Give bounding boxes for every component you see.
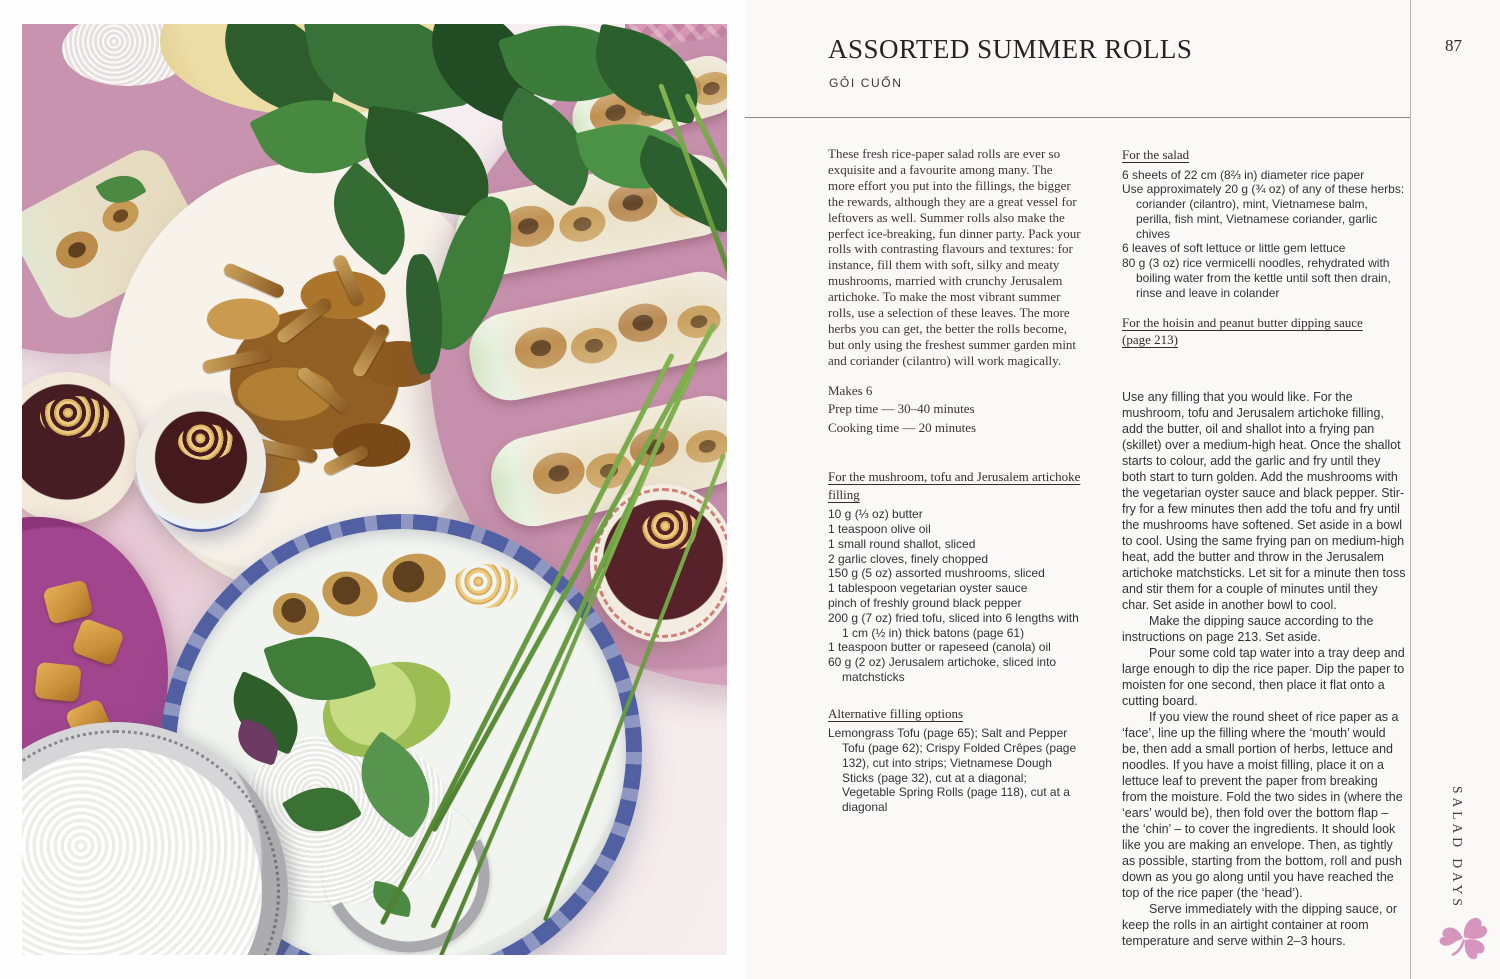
intro-paragraph: These fresh rice-paper salad rolls are ever so exquisite and a favourite among many. The more effort you put into the fillings, the bigger the rewards, although they are a great vessel for leftovers as well. Summer rolls also make the perfect ice-breaking, fun dinner party. Pack your rolls with contrasting flavours and textures: for instance, fill them with soft, silky and meaty mushrooms, married with crunchy Jerusalem artichoke. To make the most vibrant summer rolls, use a selection of these leaves. The more herbs you can get, the better the rolls become, but only using the freshest summer garden mint and coriander (cilantro) will work magically. <box>828 146 1081 368</box>
method-paragraph: Serve immediately with the dipping sauce, or keep the rolls in an airtight container at room temperature and serve within 2–3 hours. <box>1122 901 1398 948</box>
prep-time: Prep time — 30–40 minutes <box>828 401 975 417</box>
chapter-label: SALAD DAYS <box>1450 786 1465 910</box>
sauce-heading-line2: (page 213) <box>1122 332 1178 348</box>
ingredient: 1 small round shallot, sliced <box>828 536 976 551</box>
column-right <box>1122 146 1406 949</box>
ingredient: 1 tablespoon vegetarian oyster sauce <box>828 581 1028 596</box>
page-number: 87 <box>1445 36 1462 55</box>
fried-tofu <box>34 662 82 702</box>
ingredient: 1 teaspoon olive oil <box>828 521 931 536</box>
filling-heading: For the mushroom, tofu and Jerusalem artichoke filling <box>828 469 1081 502</box>
ingredient: 2 garlic cloves, finely chopped <box>828 551 989 566</box>
recipe-page <box>745 0 1500 979</box>
page-title: ASSORTED SUMMER ROLLS <box>828 34 1193 64</box>
fried-shallot-crumble <box>452 564 518 608</box>
makes: Makes 6 <box>828 382 873 398</box>
sauce-heading-line1: For the hoisin and peanut butter dipping sauce <box>1122 314 1363 330</box>
column-left <box>828 146 1081 815</box>
alternatives-heading: Alternative filling options <box>828 705 964 721</box>
ingredient: 10 g (⅓ oz) butter <box>828 507 923 522</box>
method-paragraph: Use any filling that you would like. For the mushroom, tofu and Jerusalem artichoke filling, add the butter, oil and shallot into a frying pan (skillet) over a medium-high heat. Once the shallot starts to colour, add the garlic and fry until they both start to turn golden. Add the mushrooms with the vegetarian oyster sauce and black pepper. Stir-fry for a few minutes then add the tofu and fry until the mushrooms have softened. Set aside in a bowl to cool. Using the same frying pan on medium-high heat, add the butter and throw in the Jerusalem artichoke matchsticks. Let sit for a minute then toss and stir them for a couple of minutes until they char. Set aside in another bowl to cool. <box>1122 389 1406 612</box>
cooking-time: Cooking time — 20 minutes <box>828 419 977 435</box>
page-subtitle: GỎI CUỐN <box>829 76 903 90</box>
ingredient: 150 g (5 oz) assorted mushrooms, sliced <box>828 566 1045 581</box>
photo-page <box>0 0 745 979</box>
alternatives-text: Lemongrass Tofu (page 65); Salt and Pepper Tofu (page 62); Crispy Folded Crêpes (page 132), cut into strips; Vietnamese Dough Sticks (page 32), cut at a diagonal; Vegetable Spring Rolls (page 118), cut at a diagonal <box>828 726 1077 815</box>
filling-ingredient-list <box>828 507 1081 685</box>
method-text <box>1122 389 1406 949</box>
ingredient: Use approximately 20 g (¾ oz) of any of these herbs: coriander (cilantro), mint, Vietnamese balm, perilla, fish mint, Vietnamese coriander, garlic chives <box>1122 182 1405 241</box>
peanut-topping <box>178 424 234 460</box>
salad-heading: For the salad <box>1122 147 1190 162</box>
ingredient: 60 g (2 oz) Jerusalem artichoke, sliced into matchsticks <box>828 655 1057 684</box>
ingredient: 80 g (3 oz) rice vermicelli noodles, rehydrated with boiling water from the kettle until soft then drain, rinse and leave in colander <box>1122 256 1391 300</box>
ingredient: pinch of freshly ground black pepper <box>828 595 1022 610</box>
method-paragraph: Make the dipping sauce according to the instructions on page 213. Set aside. <box>1122 613 1374 644</box>
salad-ingredient-list <box>1122 168 1406 301</box>
margin-rule <box>1410 0 1411 979</box>
header-rule <box>745 117 1410 118</box>
ingredient: 6 leaves of soft lettuce or little gem lettuce <box>1122 241 1346 256</box>
ingredient: 200 g (7 oz) fried tofu, sliced into 6 lengths with 1 cm (½ in) thick batons (page 61) <box>828 610 1079 640</box>
ingredient: 6 sheets of 22 cm (8⅔ in) diameter rice paper <box>1122 167 1365 182</box>
method-paragraph: Pour some cold tap water into a tray deep and large enough to dip the rice paper. Dip the paper to moisten for one second, then place it flat onto a cutting board. <box>1122 645 1405 708</box>
ingredient: 1 teaspoon butter or rapeseed (canola) oil <box>828 640 1051 655</box>
coriander-leaf-icon <box>1433 908 1493 964</box>
recipe-meta <box>828 382 1081 438</box>
sauce-bowl-blue-rim <box>136 394 266 532</box>
summer-rolls-photo <box>22 24 727 955</box>
peanut-topping <box>40 396 110 438</box>
sauce-heading <box>1122 314 1406 349</box>
method-paragraph: If you view the round sheet of rice paper as a ‘face’, line up the filling where the ‘mouth’ would be, then add a small portion of herbs, lettuce and noodles. If you have a moist filling, place it on a lettuce leaf to prevent the paper from breaking from the moisture. Fold the two sides in (where the ‘ears’ would be), then fold over the bottom flap – the ‘chin’ – to cover the ingredients. It should look like you are making an envelope. Then, as tightly as possible, starting from the bottom, roll and push down as you go along until you have reached the top of the rice paper (the ‘head’). <box>1122 709 1403 900</box>
